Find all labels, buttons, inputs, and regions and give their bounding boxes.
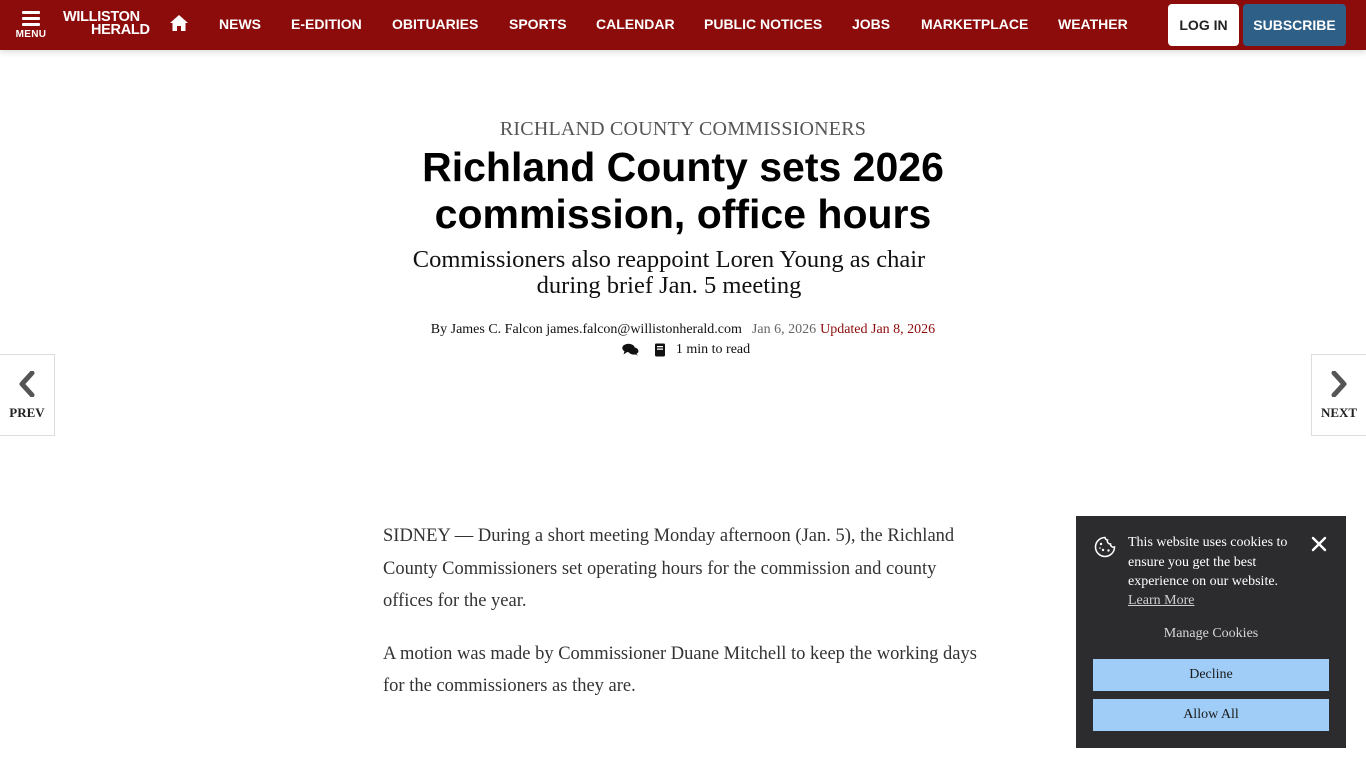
- hamburger-icon: [22, 11, 40, 26]
- manage-cookies-link[interactable]: Manage Cookies: [1163, 626, 1259, 641]
- article-paragraph: SIDNEY — During a short meeting Monday afternoon (Jan. 5), the Richland County Commissioners set operating hours for the commission and county offices for the year.: [383, 526, 955, 611]
- logo-line-1: WILLISTON: [63, 9, 140, 25]
- article-paragraph: A motion was made by Commissioner Duane Mitchell to keep the working days for the commissioners as they are.: [383, 643, 977, 696]
- next-article-button[interactable]: [1311, 354, 1366, 436]
- site-logo[interactable]: [63, 11, 155, 41]
- nav-item-obituaries[interactable]: OBITUARIES: [392, 16, 479, 32]
- decline-button[interactable]: Decline: [1093, 659, 1329, 691]
- nav-item-e-edition[interactable]: E-EDITION: [291, 16, 362, 32]
- article-headline: Richland County sets 2026 commission, office hours: [422, 144, 944, 237]
- menu-label: MENU: [15, 29, 47, 40]
- nav-item-weather[interactable]: WEATHER: [1058, 16, 1128, 32]
- top-navigation-bar: [0, 0, 1366, 50]
- article-kicker[interactable]: RICHLAND COUNTY COMMISSIONERS: [499, 118, 867, 140]
- nav-item-news[interactable]: NEWS: [219, 16, 261, 32]
- learn-more-link[interactable]: Learn More: [1128, 593, 1195, 608]
- nav-item-jobs[interactable]: JOBS: [852, 16, 891, 32]
- article-meta: [333, 342, 1033, 358]
- publish-date: Jan 6, 2026: [751, 322, 817, 337]
- cookie-icon: [1094, 536, 1116, 558]
- nav-item-sports[interactable]: SPORTS: [509, 16, 567, 32]
- allow-all-button[interactable]: Allow All: [1093, 699, 1329, 731]
- book-icon: [654, 343, 666, 357]
- cookie-consent-banner: [1076, 516, 1346, 748]
- prev-article-button[interactable]: [0, 354, 55, 436]
- prev-label: PREV: [9, 405, 45, 420]
- cookie-message: This website uses cookies to ensure you get the best experience on our website.: [1128, 535, 1288, 589]
- comments-icon[interactable]: [622, 343, 639, 356]
- nav-item-calendar[interactable]: CALENDAR: [596, 16, 675, 32]
- next-label: NEXT: [1320, 405, 1358, 420]
- home-icon[interactable]: [169, 14, 189, 32]
- article-body: [383, 520, 983, 723]
- nav-item-public-notices[interactable]: PUBLIC NOTICES: [704, 16, 823, 32]
- subscribe-button[interactable]: SUBSCRIBE: [1243, 4, 1346, 46]
- read-time: 1 min to read: [675, 342, 751, 357]
- nav-item-marketplace[interactable]: MARKETPLACE: [921, 16, 1029, 32]
- updated-date: Updated Jan 8, 2026: [820, 322, 936, 337]
- chevron-left-icon: [18, 371, 36, 397]
- close-icon[interactable]: [1310, 535, 1328, 553]
- article-subhead: Commissioners also reappoint Loren Young as chair during brief Jan. 5 meeting: [412, 246, 926, 299]
- chevron-right-icon: [1330, 371, 1348, 397]
- login-button[interactable]: LOG IN: [1168, 4, 1239, 46]
- author-byline[interactable]: By James C. Falcon james.falcon@willistonherald.com: [430, 322, 742, 337]
- byline: [333, 322, 1033, 338]
- logo-line-2: HERALD: [91, 22, 150, 38]
- menu-button[interactable]: [13, 8, 49, 48]
